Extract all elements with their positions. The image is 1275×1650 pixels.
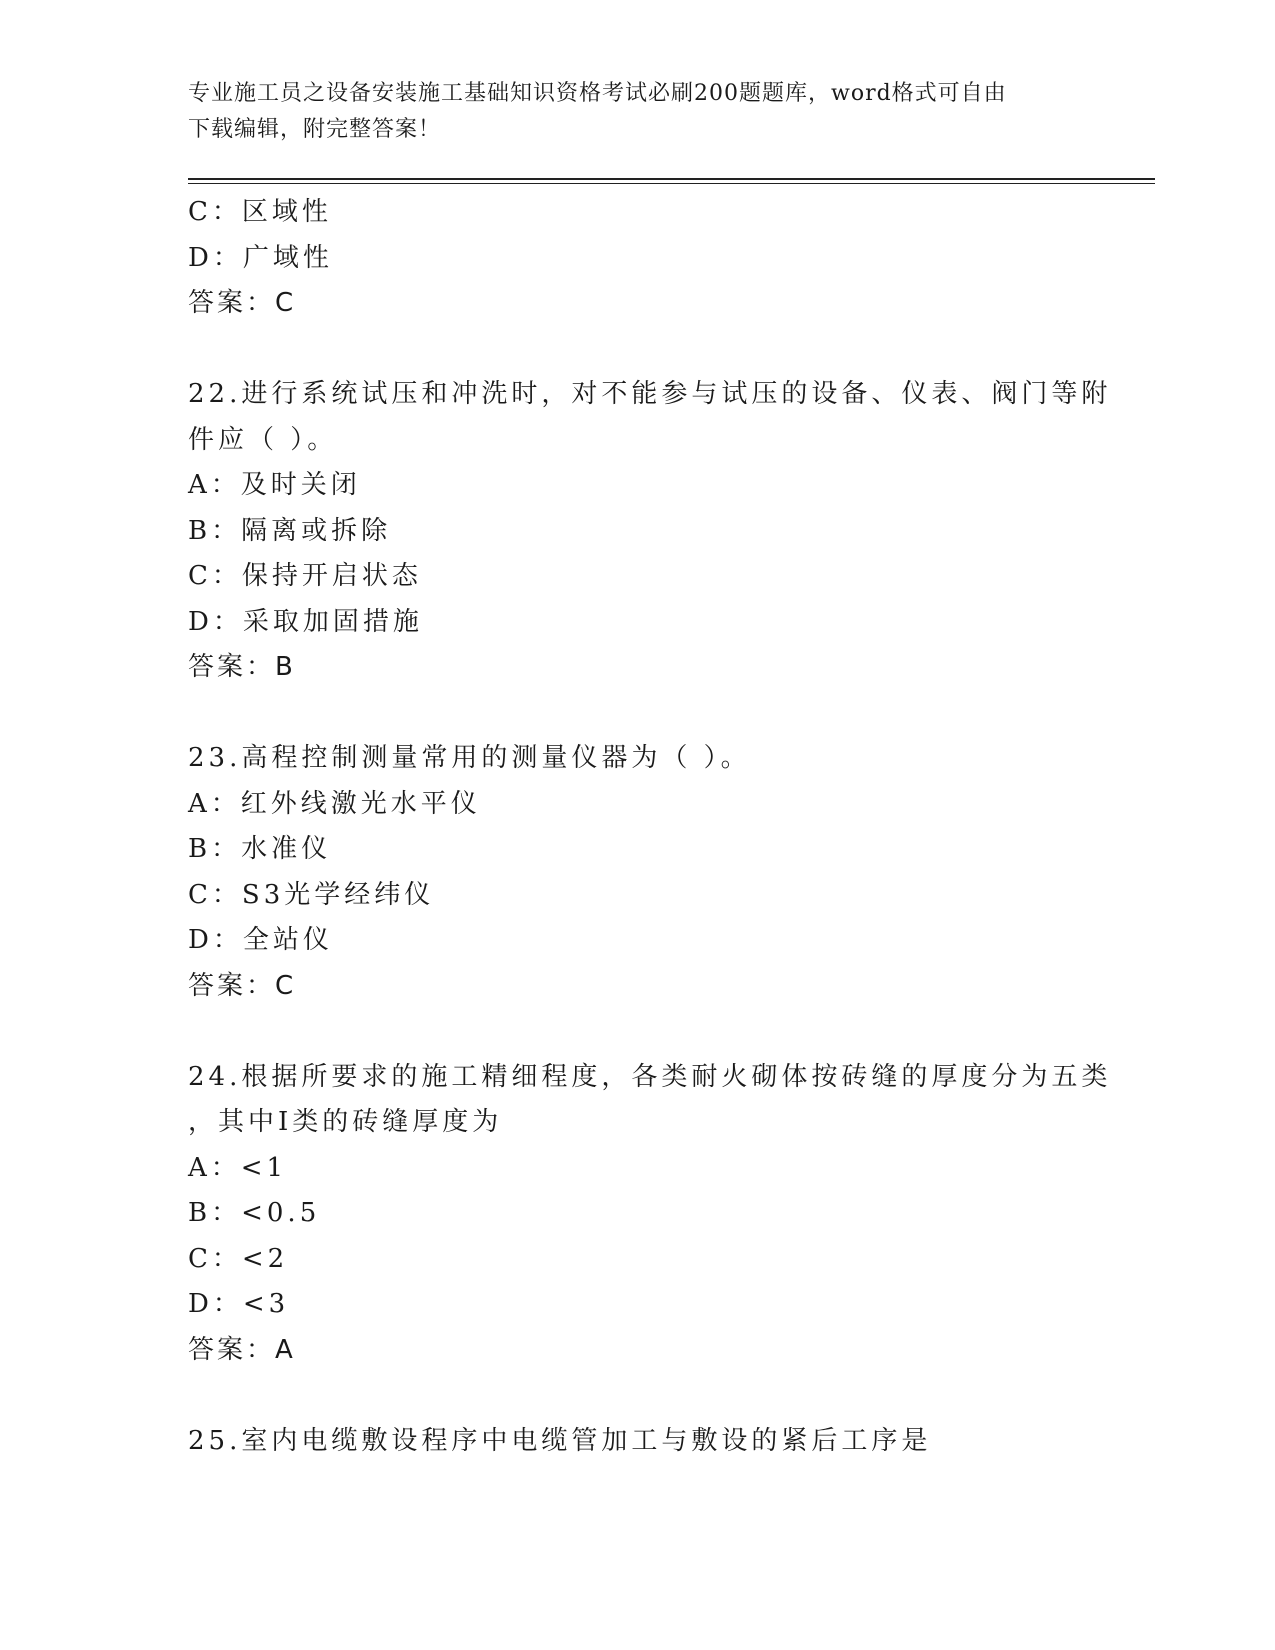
- header-rule-thick: [188, 178, 1155, 180]
- question-spacer: [188, 691, 1088, 737]
- option-b: B：隔离或拆除: [188, 515, 392, 546]
- option-b: B：<0.5: [188, 1198, 321, 1228]
- question-spacer: [188, 1009, 1088, 1055]
- answer-line: [188, 281, 1088, 327]
- question-stem-line: 23.高程控制测量常用的测量仪器为（ ）。: [188, 743, 751, 773]
- option-d: D：全站仪: [188, 925, 333, 955]
- option-b: B：水准仪: [188, 834, 332, 864]
- answer-label: 答案：: [188, 1334, 276, 1365]
- answer-label: 答案：: [188, 652, 276, 682]
- answer-label: 答案：: [188, 970, 276, 1001]
- option-a: A：<1: [188, 1152, 288, 1183]
- header-line-1: 专业施工员之设备安装施工基础知识资格考试必刷200题题库，word格式可自由: [188, 81, 1007, 106]
- question-21-tail: [188, 190, 1088, 327]
- answer-value: A: [275, 1334, 296, 1365]
- document-body: [188, 190, 1112, 1464]
- header-line-2: 下载编辑，附完整答案！: [188, 117, 442, 142]
- question-22: [188, 372, 1112, 691]
- page-header: [188, 76, 1068, 148]
- answer-line: [188, 1328, 1088, 1374]
- header-rule-thin: [188, 183, 1155, 184]
- option-c: C：保持开启状态: [188, 561, 422, 591]
- question-24: [188, 1055, 1112, 1374]
- question-25: [188, 1419, 1088, 1465]
- answer-value: B: [275, 652, 296, 682]
- question-stem-line: 25.室内电缆敷设程序中电缆管加工与敷设的紧后工序是: [188, 1425, 932, 1456]
- option-c: C：区域性: [188, 197, 332, 227]
- answer-line: [188, 645, 1088, 691]
- answer-label: 答案：: [188, 288, 276, 318]
- option-d: D：采取加固措施: [188, 606, 423, 637]
- question-23: [188, 736, 1088, 1009]
- option-a: A：及时关闭: [188, 470, 361, 500]
- option-c: C：S3光学经纬仪: [188, 879, 435, 910]
- option-d: D：<3: [188, 1289, 290, 1319]
- answer-value: C: [275, 970, 297, 1001]
- option-a: A：红外线激光水平仪: [188, 788, 481, 819]
- question-stem-line: 24.根据所要求的施工精细程度，各类耐火砌体按砖缝的厚度分为五类: [188, 1061, 1112, 1092]
- question-stem-line: 件应（ ）。: [188, 424, 338, 455]
- option-c: C：<2: [188, 1243, 289, 1274]
- option-d: D：广域性: [188, 242, 333, 273]
- answer-value: C: [275, 288, 297, 318]
- question-spacer: [188, 1373, 1088, 1419]
- question-stem-line: ，其中I类的砖缝厚度为: [188, 1107, 503, 1137]
- question-stem-line: 22.进行系统试压和冲洗时，对不能参与试压的设备、仪表、阀门等附: [188, 379, 1112, 409]
- answer-line: [188, 964, 1088, 1010]
- question-spacer: [188, 327, 1088, 373]
